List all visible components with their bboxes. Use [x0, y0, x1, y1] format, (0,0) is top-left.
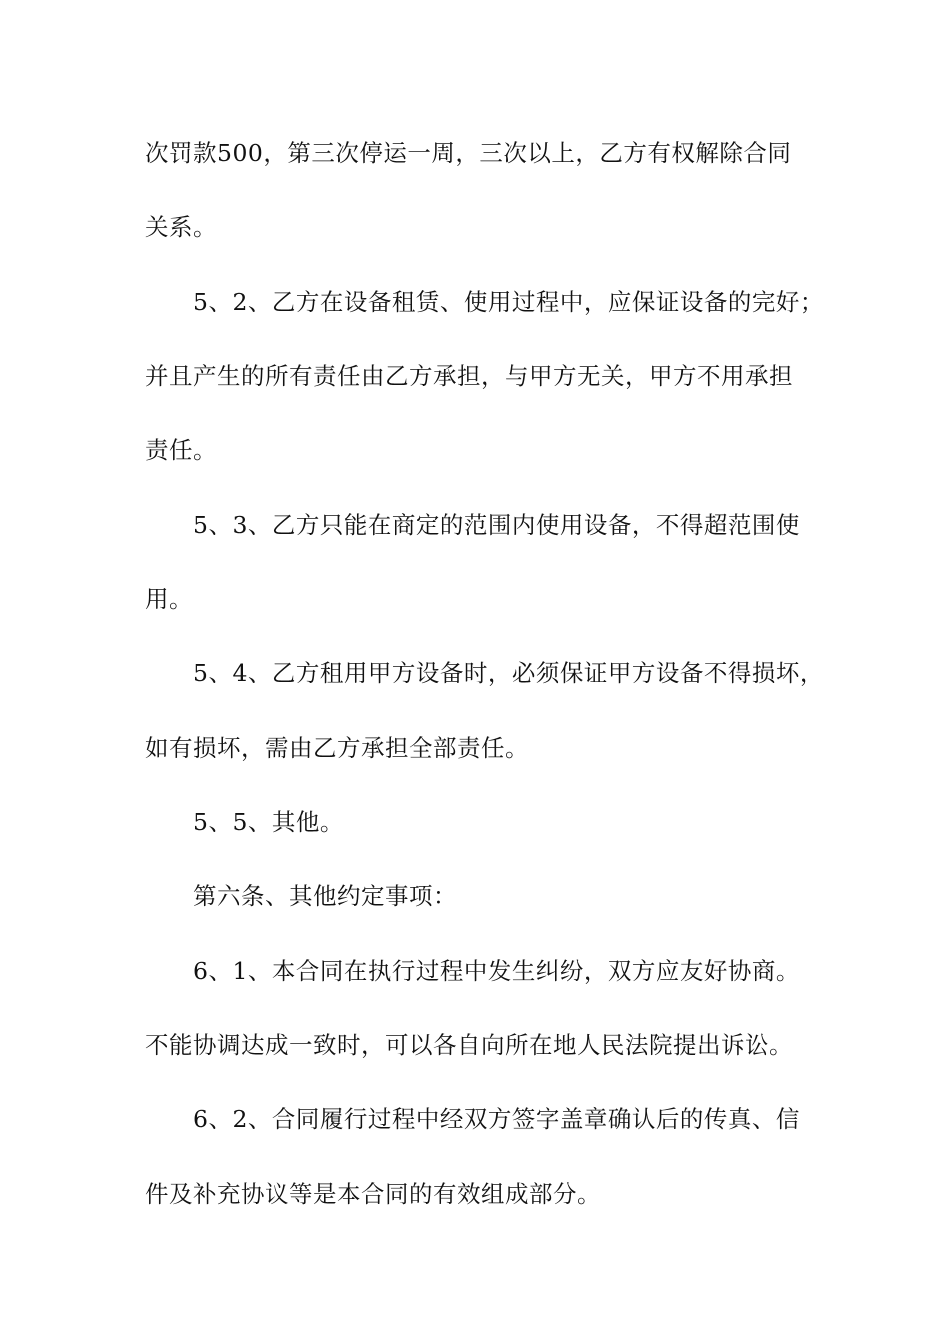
text-line: 不能协调达成一致时，可以各自向所在地人民法院提出诉讼。 — [145, 1031, 793, 1059]
paragraph-line: 5、4、乙方租用甲方设备时，必须保证甲方设备不得损坏， — [193, 659, 824, 687]
text-line: 责任。 — [145, 436, 217, 464]
text-line: 件及补充协议等是本合同的有效组成部分。 — [145, 1180, 601, 1208]
paragraph-line: 5、5、其他。 — [193, 808, 344, 836]
text-line: 次罚款500，第三次停运一周，三次以上，乙方有权解除合同 — [145, 139, 792, 167]
text-line: 如有损坏，需由乙方承担全部责任。 — [145, 734, 529, 762]
paragraph-line: 5、2、乙方在设备租赁、使用过程中，应保证设备的完好； — [193, 288, 824, 316]
text-line: 用。 — [145, 585, 193, 613]
paragraph-line: 6、2、合同履行过程中经双方签字盖章确认后的传真、信 — [193, 1105, 800, 1133]
text-line: 关系。 — [145, 213, 217, 241]
section-heading: 第六条、其他约定事项： — [193, 882, 457, 910]
paragraph-line: 5、3、乙方只能在商定的范围内使用设备，不得超范围使 — [193, 511, 800, 539]
text-line: 并且产生的所有责任由乙方承担，与甲方无关，甲方不用承担 — [145, 362, 793, 390]
paragraph-line: 6、1、本合同在执行过程中发生纠纷，双方应友好协商。 — [193, 957, 800, 985]
